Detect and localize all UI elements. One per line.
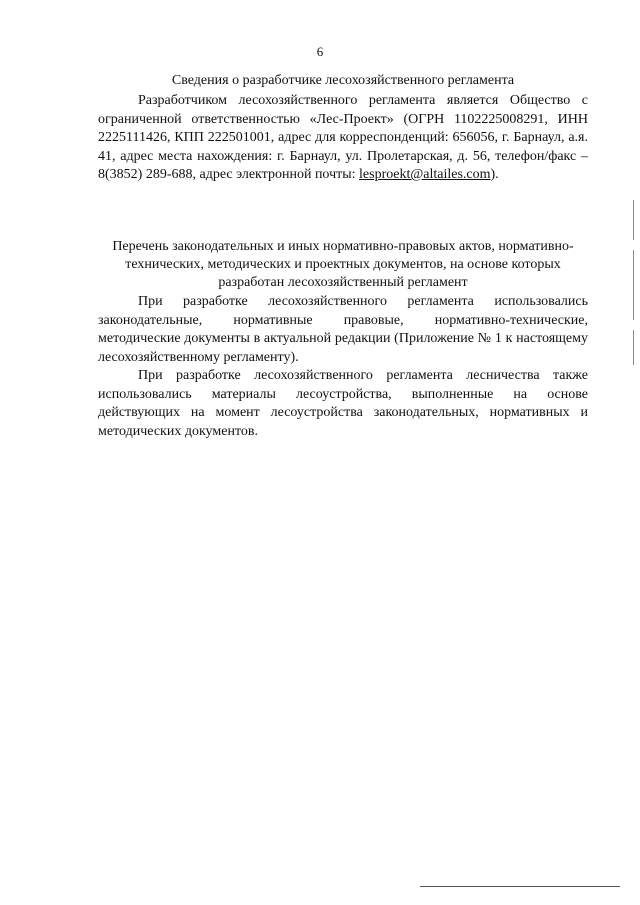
scan-edge-line: [633, 250, 634, 320]
documents-heading-line1: Перечень законодательных и иных нормативно-правовых актов, нормативно-: [112, 239, 574, 254]
developer-text-end: ).: [490, 167, 499, 182]
documents-heading-line3: разработан лесохозяйственный регламент: [218, 275, 468, 290]
scan-bottom-line: [420, 886, 620, 887]
scan-edge-line: [633, 200, 634, 240]
developer-text: Разработчиком лесохозяйственного регламента является Общество с ограниченной ответственностью «Лес-Проект» (ОГРН 1102225008291, ИНН 2225111426, КПП 222501001, адрес для корреспонденций: 656056, г. Барнаул, а.я. 41, адрес места нахождения: г. Барнаул, ул. Пролетарская, д. 56, телефон/факс – 8(3852) 289-688, адрес электронной почты:: [98, 93, 588, 182]
documents-section-heading: [98, 238, 588, 292]
documents-paragraph-2: При разработке лесохозяйственного регламента лесничества также использовались материалы лесоустройства, выполненные на основе действующих на момент лесоустройства законодательных, нормативных и методических документов.: [98, 368, 588, 439]
documents-heading-line2: технических, методических и проектных документов, на основе которых: [125, 257, 561, 272]
developer-paragraph: [98, 92, 588, 185]
scan-edge-line: [633, 330, 634, 365]
documents-paragraph-1: При разработке лесохозяйственного регламента использовались законодательные, нормативные правовые, нормативно-технические, методические документы в актуальной редакции (Приложение № 1 к настоящему лесохозяйственному регламенту).: [98, 294, 588, 365]
developer-section-heading: Сведения о разработчике лесохозяйственного регламента: [171, 73, 515, 88]
email-link[interactable]: lesproekt@altailes.com: [359, 167, 491, 182]
page-number: 6: [316, 44, 324, 59]
